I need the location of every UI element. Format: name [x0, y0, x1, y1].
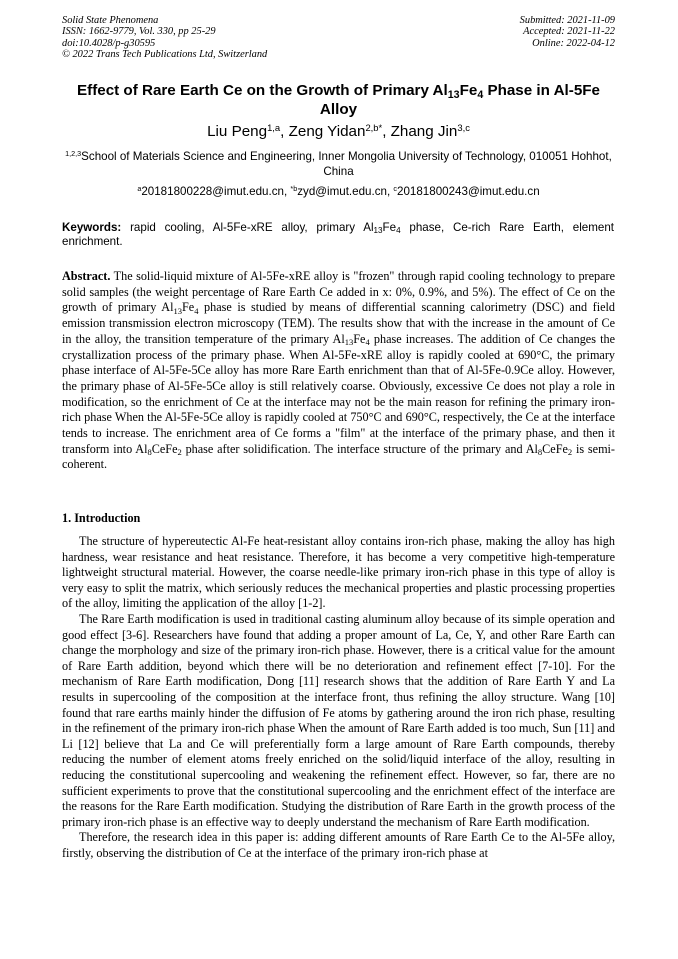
email: 20181800243@imut.edu.cn — [397, 185, 540, 198]
keywords: Keywords: rapid cooling, Al-5Fe-xRE alloy, primary $Al_{13}Fe_4$ phase, Ce-rich Rare Earth, element enrichment. — [62, 221, 614, 249]
email: 20181800228@imut.edu.cn — [141, 185, 284, 198]
affiliation: $^{1,2,3}$School of Materials Science and Engineering, Inner Mongolia University of Technology, 010051 Hohhot, China — [65, 149, 612, 178]
abstract-label: Abstract. — [62, 269, 111, 283]
section-heading: 1. Introduction — [62, 511, 141, 525]
journal-doi: doi:10.4028/p-g30595 — [62, 37, 156, 49]
journal-name: Solid State Phenomena — [62, 15, 159, 26]
submitted-date: Submitted: 2021-11-09 — [519, 15, 615, 26]
journal-info — [62, 15, 267, 61]
author-list: Liu Peng$^{1,a}$, Zeng Yidan$^{2,b*}$, Zhang Jin$^{3,c}$ — [207, 121, 470, 140]
body-paragraph: The Rare Earth modification is used in traditional casting aluminum alloy because of its simple operation and good effect [3-6]. Researchers have found that adding a proper amount of La, Ce, Y, and other Rare Earth can change the morphology and size of the primary iron-rich phase. However, there is a critical value for the amount of Rare Earth addition, beyond which there will be no deterioration and refinement effect [7-10]. For the mechanism of Rare Earth modification, Dong [11] research shows that the addition of Rare Earth Y and La results in supercooling of the composition at the interface front, thus refining the alloy structure. Wang [10] found that rare earths mainly hinder the diffusion of Fe atoms by gathering around the iron rich phase, resulting in the refinement of the primary iron-rich phase When the amount of Rare Earth added is too much, Sun [11] and Li [12] believe that La and Ce will preferentially form a large amount of Rare Earth compounds, thereby reducing the number of element atoms freely enriched on the solid/liquid interface of the alloy, resulting in reducing the constitutional supercooling and weakening the refinement effect. However, so far, there are no sufficient experiments to prove that the constitutional supercooling and the enrichment effect of the interface are the reasons for the Rare Earth modification. Studying the distribution of Rare Earth in the growth process of the primary iron-rich phase is an effective way to deeply understand the mechanism of Rare Earth modification. — [62, 611, 615, 829]
submission-dates — [520, 15, 615, 49]
author-name: Liu Peng — [207, 123, 268, 140]
section-body — [62, 534, 615, 861]
author-name: Zhang Jin — [390, 123, 458, 140]
journal-copyright: © 2022 Trans Tech Publications Ltd, Switzerland — [62, 49, 268, 61]
online-date: Online: 2022-04-12 — [532, 37, 615, 49]
email: zyd@imut.edu.cn — [297, 185, 387, 198]
journal-issn: ISSN: 1662-9779, Vol. 330, pp 25-29 — [62, 26, 216, 38]
author-emails: $^a$20181800228@imut.edu.cn, $^{*b}$zyd@imut.edu.cn, $^c$20181800243@imut.edu.cn — [137, 184, 540, 198]
author-name: Zeng Yidan — [288, 123, 366, 140]
keywords-label: Keywords: — [62, 221, 122, 234]
body-paragraph: Therefore, the research idea in this paper is: adding different amounts of Rare Earth Ce to the Al-5Fe alloy, firstly, observing the distribution of Ce at the interface of the primary iron-rich phase at — [62, 830, 615, 860]
paper-title: Effect of Rare Earth Ce on the Growth of Primary $Al_{13}Fe_4$ Phase in Al-5Fe Alloy — [77, 82, 600, 118]
abstract: Abstract. The solid-liquid mixture of Al-5Fe-xRE alloy is "frozen" through rapid cooling technology to prepare solid samples (the weight percentage of Rare Earth Ce added in x: 0%, 0.9%, and 5%). The effect of Ce on the growth of primary $Al_{13}Fe_4$ phase is studied by means of differential scanning calorimetry (DSC) and field emission transmission electron microscopy (TEM). The results show that with the increase in the amount of Ce in the alloy, the transition temperature of the primary $Al_{13}Fe_4$ phase increases. The addition of Ce changes the crystallization process of the primary phase. When Al-5Fe-xRE alloy is rapidly cooled at 690°C, the primary phase interface of Al-5Fe-5Ce alloy has more Rare Earth enrichment than that of Al-5Fe-0.9Ce alloy. However, the primary phase of Al-5Fe-5Ce alloy is still relatively coarse. Obviously, excessive Ce does not play a role in modification, so the enrichment of Ce at the interface may not be the main reason for refining the primary iron-rich phase When the Al-5Fe-5Ce alloy is rapidly cooled at 750°C and 690°C, respectively, the Ce at the interface tends to increase. The enrichment area of Ce forms a "film" at the interface of the primary phase, and then it transform into $Al_8CeFe_2$ phase after solidification. The interface structure of the primary and $Al_8CeFe_2$ is semi-coherent. — [62, 269, 615, 472]
body-paragraph: The structure of hypereutectic Al-Fe heat-resistant alloy contains iron-rich phase, making the alloy has high hardness, wear resistance and heat resistance. Therefore, it has become a very competitive high-temperature lightweight structural material. However, the coarse needle-like primary iron-rich phase in this type of alloy is very easy to split the matrix, which seriously reduces the mechanical properties and plastic processing properties of the alloy, limiting the application of the alloy [1-2]. — [62, 534, 615, 611]
accepted-date: Accepted: 2021-11-22 — [523, 26, 615, 38]
